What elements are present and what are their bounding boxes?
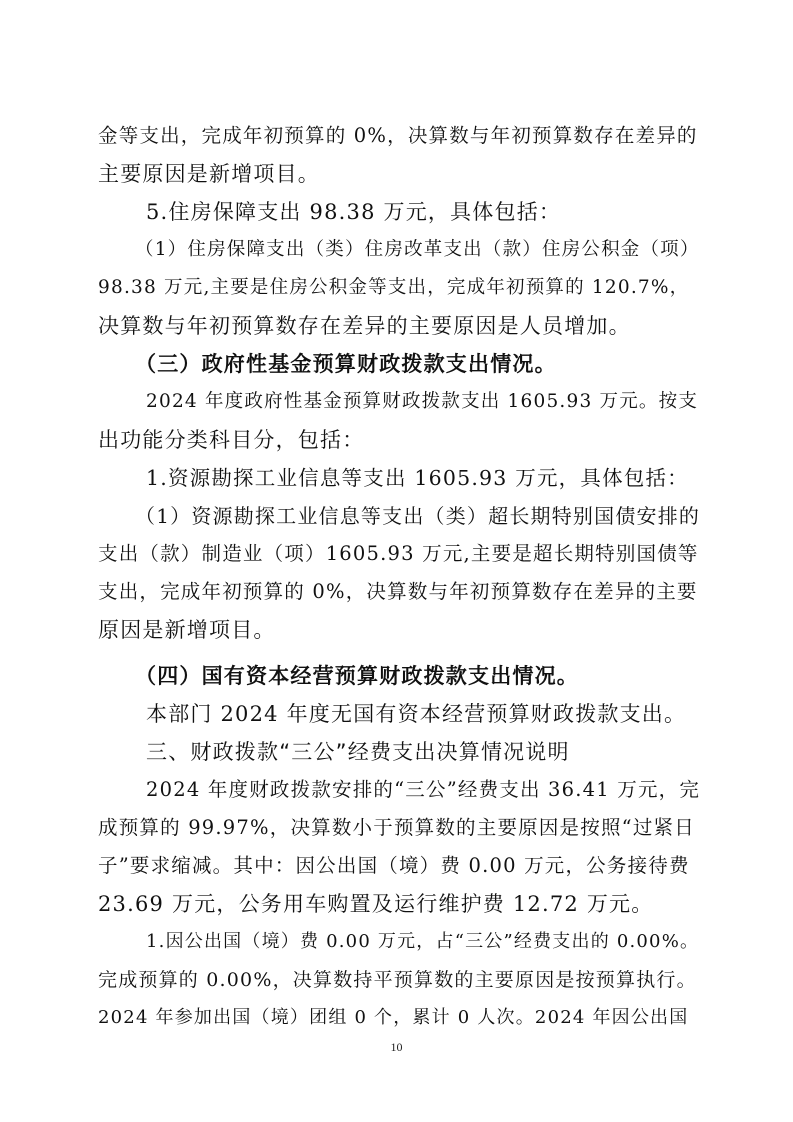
body-text-line: 完成预算的 0.00%，决算数持平预算数的主要原因是按预算执行。: [98, 969, 697, 991]
body-text-line: 主要原因是新增项目。: [98, 162, 320, 186]
body-text-line: 2024 年参加出国（境）团组 0 个，累计 0 人次。2024 年因公出国: [98, 1007, 689, 1028]
body-text-line: 金等支出，完成年初预算的 0%，决算数与年初预算数存在差异的: [98, 124, 698, 147]
body-text-line: 支出（款）制造业（项）1605.93 万元,主要是超长期特别国债等: [98, 542, 699, 565]
list-item-heading: 5.住房保障支出 98.38 万元，具体包括：: [146, 200, 562, 224]
body-text-line: 98.38 万元,主要是住房公积金等支出，完成年初预算的 120.7%，: [98, 277, 690, 298]
body-text-line: 成预算的 99.97%，决算数小于预算数的主要原因是按照“过紧日: [98, 816, 695, 839]
chapter-heading: 三、财政拨款“三公”经费支出决算情况说明: [146, 740, 570, 764]
body-text-line: 2024 年度政府性基金预算财政拨款支出 1605.93 万元。按支: [146, 391, 699, 412]
body-text-line: 子”要求缩减。其中：因公出国（境）费 0.00 万元，公务接待费: [98, 854, 690, 877]
body-text-line: 原因是新增项目。: [98, 618, 276, 642]
list-item-heading: 1.资源勘探工业信息等支出 1605.93 万元，具体包括：: [146, 466, 689, 490]
list-item-heading: 1.因公出国（境）费 0.00 万元，占“三公”经费支出的 0.00%。: [146, 931, 700, 952]
body-text-line: （1）资源勘探工业信息等支出（类）超长期特别国债安排的: [135, 504, 701, 528]
body-text-line: 2024 年度财政拨款安排的“三公”经费支出 36.41 万元，完: [146, 778, 701, 801]
page-number: 10: [390, 1040, 403, 1054]
body-text-line: 支出，完成年初预算的 0%，决算数与年初预算数存在差异的主要: [98, 580, 698, 603]
body-text-line: 出功能分类科目分，包括：: [98, 428, 365, 452]
section-heading: （四）国有资本经营预算财政拨款支出情况。: [135, 664, 579, 688]
section-heading: （三）政府性基金预算财政拨款支出情况。: [135, 352, 557, 376]
body-text-line: （1）住房保障支出（类）住房改革支出（款）住房公积金（项）: [135, 239, 700, 260]
body-text-line: 本部门 2024 年度无国有资本经营预算财政拨款支出。: [146, 702, 687, 726]
body-text-line: 决算数与年初预算数存在差异的主要原因是人员增加。: [98, 314, 631, 338]
body-text-line: 23.69 万元，公务用车购置及运行维护费 12.72 万元。: [98, 892, 654, 916]
